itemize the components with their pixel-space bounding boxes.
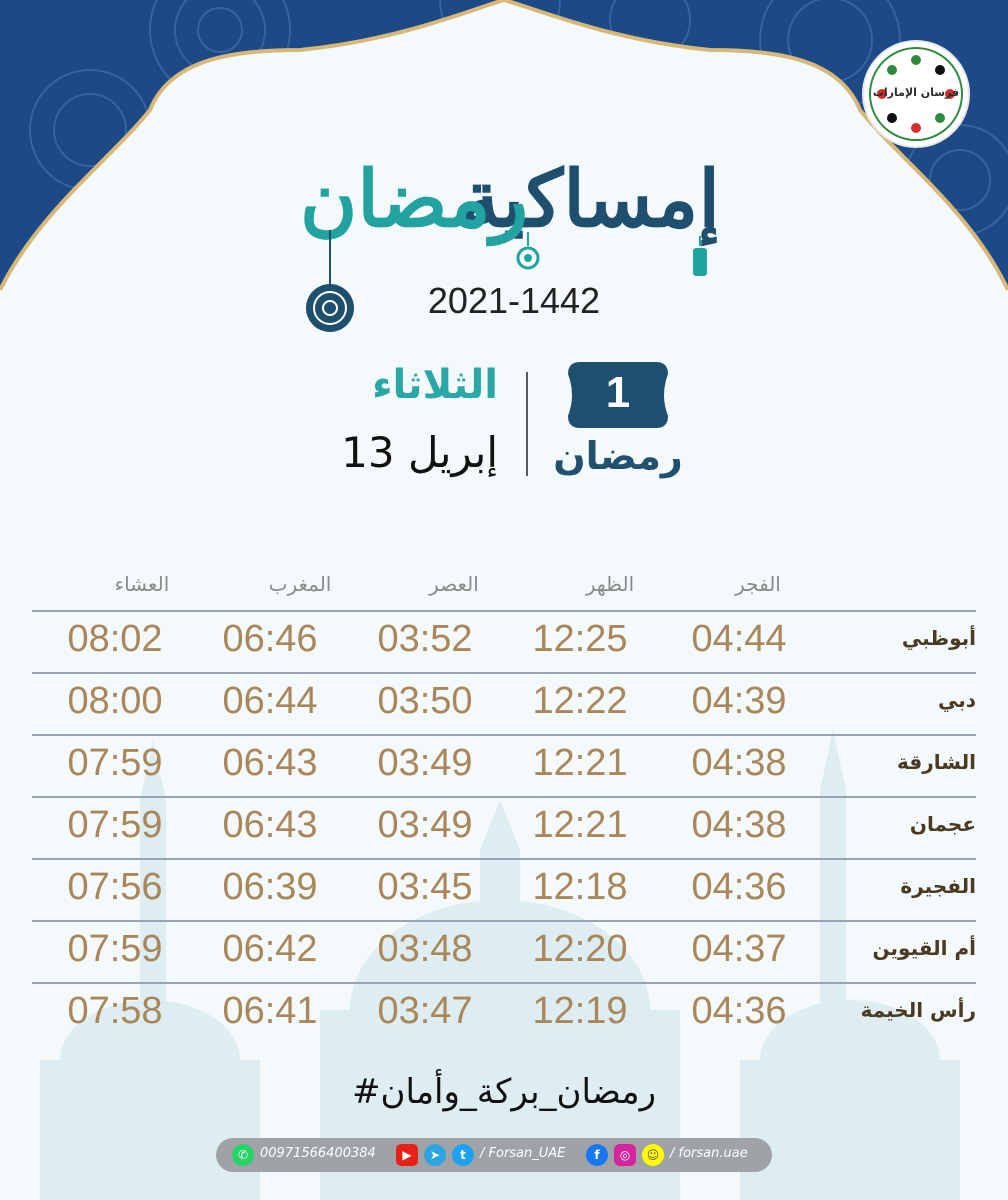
city-name: أبوظبي	[901, 626, 976, 650]
isha-time: 08:00	[67, 680, 163, 722]
table-row	[32, 796, 976, 858]
table-row	[32, 858, 976, 920]
table-row	[32, 672, 976, 734]
phone-number: 00971566400384	[260, 1146, 376, 1161]
isha-time: 08:02	[67, 618, 163, 660]
maghrib-time: 06:39	[222, 866, 318, 908]
fajr-time: 04:44	[691, 618, 787, 660]
asr-time: 03:49	[377, 804, 473, 846]
whatsapp-icon[interactable]: ✆	[232, 1144, 254, 1166]
isha-time: 07:58	[67, 990, 163, 1032]
column-header-maghrib: المغرب	[268, 572, 332, 596]
isha-time: 07:56	[67, 866, 163, 908]
asr-time: 03:50	[377, 680, 473, 722]
title-imsakiya: إمساكية	[460, 154, 720, 245]
lantern-icon	[300, 230, 360, 340]
isha-time: 07:59	[67, 742, 163, 784]
fajr-time: 04:36	[691, 866, 787, 908]
column-header-isha: العشاء	[114, 572, 170, 596]
fajr-time: 04:38	[691, 742, 787, 784]
asr-time: 03:47	[377, 990, 473, 1032]
fajr-time: 04:36	[691, 990, 787, 1032]
isha-time: 07:59	[67, 804, 163, 846]
table-row	[32, 920, 976, 982]
gregorian-date: 13 إبريل	[341, 428, 498, 477]
dhuhr-time: 12:22	[532, 680, 628, 722]
dhuhr-time: 12:25	[532, 618, 628, 660]
star-ornament-icon	[512, 232, 544, 272]
table-row	[32, 610, 976, 672]
youtube-icon[interactable]: ▶	[396, 1144, 418, 1166]
maghrib-time: 06:41	[222, 990, 318, 1032]
dhuhr-time: 12:21	[532, 742, 628, 784]
table-row	[32, 982, 976, 1044]
year-label: 2021-1442	[427, 280, 601, 321]
column-header-dhuhr: الظهر	[585, 572, 635, 596]
maghrib-time: 06:43	[222, 804, 318, 846]
day-number: 1	[605, 368, 631, 417]
isha-time: 07:59	[67, 928, 163, 970]
logo-label: فرسان الإمارات	[872, 86, 960, 99]
city-name: الشارقة	[897, 750, 976, 774]
column-header-fajr: الفجر	[735, 572, 781, 596]
maghrib-time: 06:44	[222, 680, 318, 722]
instagram-icon[interactable]: ◎	[614, 1144, 636, 1166]
maghrib-time: 06:46	[222, 618, 318, 660]
date-divider	[526, 372, 528, 476]
social-footer	[216, 1138, 772, 1172]
weekday-label: الثلاثاء	[372, 362, 498, 408]
city-name: رأس الخيمة	[860, 998, 976, 1022]
asr-time: 03:52	[377, 618, 473, 660]
maghrib-time: 06:43	[222, 742, 318, 784]
twitter-icon[interactable]: t	[452, 1144, 474, 1166]
column-header-asr: العصر	[429, 572, 479, 596]
fajr-time: 04:37	[691, 928, 787, 970]
asr-time: 03:45	[377, 866, 473, 908]
city-name: الفجيرة	[900, 874, 976, 898]
asr-time: 03:49	[377, 742, 473, 784]
dhuhr-time: 12:20	[532, 928, 628, 970]
hanging-lantern-icon	[690, 236, 710, 282]
social-handle-2: / forsan.uae	[670, 1146, 748, 1161]
page-title	[300, 150, 720, 270]
dhuhr-time: 12:18	[532, 866, 628, 908]
maghrib-time: 06:42	[222, 928, 318, 970]
telegram-icon[interactable]: ➤	[424, 1144, 446, 1166]
city-name: عجمان	[909, 812, 976, 836]
table-row	[32, 734, 976, 796]
facebook-icon[interactable]: f	[586, 1144, 608, 1166]
hashtag: #رمضان_بركة_وأمان	[352, 1072, 656, 1112]
snapchat-icon[interactable]: ☺	[642, 1144, 664, 1166]
city-name: دبي	[937, 688, 976, 712]
social-handle: / Forsan_UAE	[480, 1146, 566, 1161]
fajr-time: 04:39	[691, 680, 787, 722]
forsan-logo	[862, 40, 970, 148]
dhuhr-time: 12:19	[532, 990, 628, 1032]
title-ramadan: رمضان	[300, 154, 529, 245]
city-name: أم القيوين	[872, 936, 976, 960]
dhuhr-time: 12:21	[532, 804, 628, 846]
month-label: رمضان	[553, 434, 683, 478]
asr-time: 03:48	[377, 928, 473, 970]
fajr-time: 04:38	[691, 804, 787, 846]
